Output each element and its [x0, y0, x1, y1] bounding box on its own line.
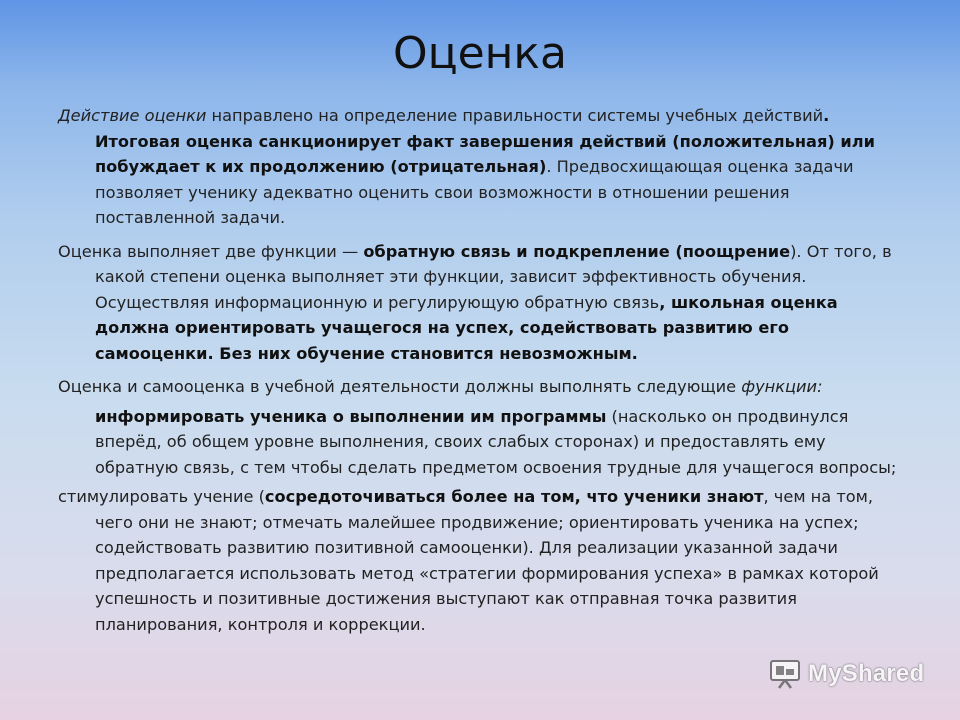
paragraph-stimulate-learning	[58, 484, 908, 637]
text-span: ). От того, в какой степени оценка выполняет эти функции, зависит эффективность обучения. Осуществляя информационную и регулирующую обратную связь	[95, 241, 892, 312]
text-span: Оценка и самооценка в учебной деятельности должны выполнять следующие	[58, 377, 742, 396]
slide-body	[58, 103, 908, 645]
text-span: сосредоточиваться более на том, что ученики знают	[264, 487, 764, 506]
text-span: . Итоговая оценка санкционирует факт завершения действий (положительная) или побуждает к их продолжению (отрицательная)	[95, 106, 875, 176]
text-span: Действие оценки	[58, 106, 207, 125]
text-span: . Предвосхищающая оценка задачи позволяет ученику адекватно оценить свои возможности в отношении решения поставленной задачи.	[95, 157, 854, 227]
text-span: обратную связь и подкрепление (поощрение	[363, 241, 791, 261]
paragraph-evaluation-action	[58, 103, 908, 231]
text-span: функции:	[741, 377, 823, 396]
slide-title: Оценка	[393, 28, 567, 79]
text-span: , чем на том, чего они не знают; отмечать малейшее продвижение; ориентировать ученика на успех; содействовать развитию позитивной самооценки). Для реализации указанной задачи предполагается использовать метод «стратегии формирования успеха» в рамках которой успешность и позитивные достижения выступают как отправная точка развития планирования, контроля и коррекции.	[95, 487, 879, 634]
text-span: информировать ученика о выполнении им программы	[95, 406, 607, 426]
watermark-text: MyShared	[808, 660, 925, 687]
myshared-watermark	[768, 656, 924, 692]
paragraph-two-functions	[58, 239, 908, 367]
text-span: Оценка выполняет две функции —	[58, 241, 364, 261]
text-span: стимулировать учение (	[58, 487, 265, 506]
paragraph-functions-intro	[58, 374, 908, 400]
presentation-board-icon	[768, 657, 802, 691]
paragraph-inform-student	[58, 404, 908, 481]
text-span: , школьная оценка должна ориентировать учащегося на успех, содействовать развитию его самооценки. Без них обучение становится невозможным.	[95, 292, 838, 363]
text-span: (насколько он продвинулся вперёд, об общем уровне выполнения, своих слабых сторонах) и предоставлять ему обратную связь, с тем чтобы сделать предметом освоения трудные для учащегося вопросы;	[95, 406, 897, 477]
text-span: направлено на определение правильности системы учебных действий	[206, 106, 824, 125]
